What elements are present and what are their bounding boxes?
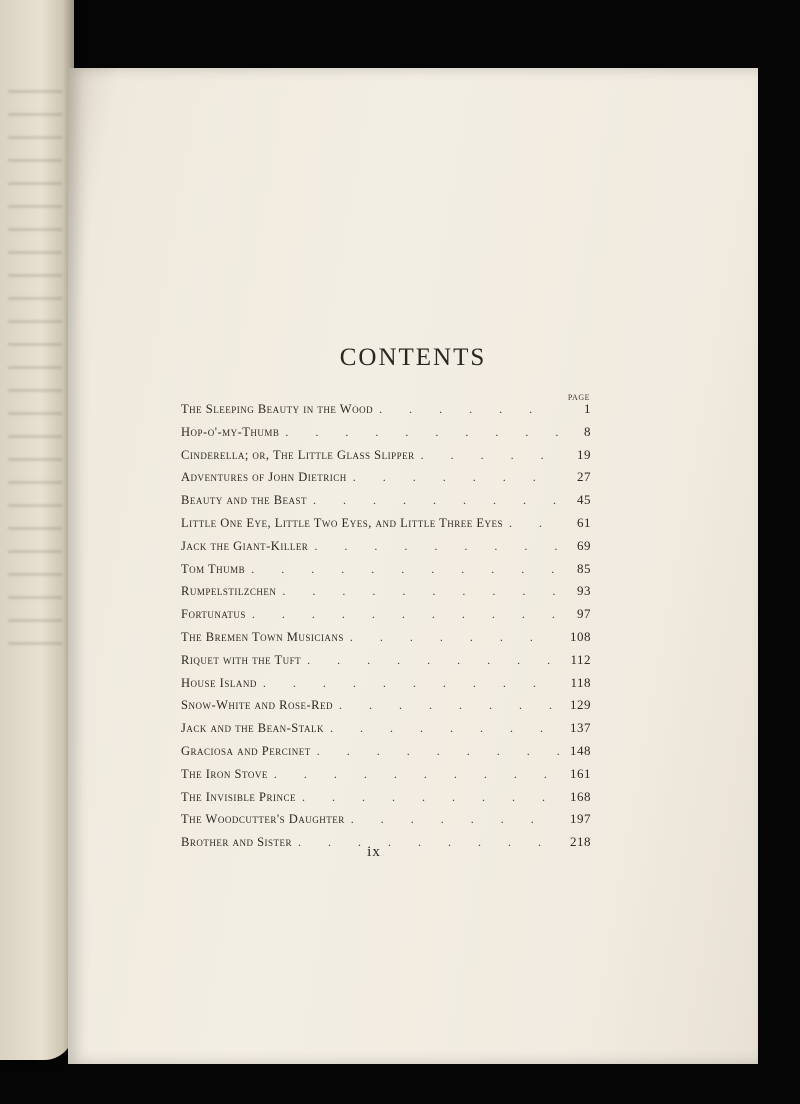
toc-entry	[181, 743, 591, 766]
toc-entry-page: 8	[584, 423, 591, 439]
toc-entry-page: 108	[570, 628, 591, 644]
show-through-text	[8, 70, 62, 650]
table-of-contents	[181, 401, 591, 857]
toc-entry-title: Riquet with the Tuft	[181, 652, 302, 667]
toc-entry-title: The Iron Stove	[181, 766, 268, 781]
toc-entry-page: 19	[577, 446, 591, 462]
toc-entry-title: Jack and the Bean-Stalk	[181, 721, 324, 736]
toc-entry	[181, 766, 591, 789]
toc-entry-title: Graciosa and Percinet	[181, 743, 311, 758]
toc-leader-dots	[421, 448, 559, 463]
toc-entry	[181, 811, 591, 834]
toc-entry-page: 161	[570, 765, 591, 781]
toc-entry-page: 93	[577, 583, 591, 599]
toc-entry-title: Hop-o'-my-Thumb	[181, 424, 280, 439]
toc-entry-page: 27	[577, 469, 591, 485]
toc-leader-dots	[330, 721, 559, 736]
toc-entry-page: 97	[577, 606, 591, 622]
toc-leader-dots	[302, 790, 559, 805]
contents-heading: CONTENTS	[339, 344, 487, 371]
toc-entry-page: 61	[577, 514, 591, 530]
toc-entry-title: Snow-White and Rose-Red	[181, 698, 333, 713]
toc-leader-dots	[263, 676, 559, 691]
toc-entry	[181, 447, 591, 470]
toc-entry-title: Cinderella; or, The Little Glass Slipper	[181, 447, 415, 462]
toc-leader-dots	[339, 698, 559, 713]
toc-entry	[181, 606, 591, 629]
toc-entry	[181, 675, 591, 698]
toc-leader-dots	[351, 812, 559, 827]
toc-entry-title: Little One Eye, Little Two Eyes, and Little Three Eyes	[181, 515, 503, 530]
toc-entry-title: Fortunatus	[181, 607, 246, 622]
toc-leader-dots	[350, 630, 559, 645]
page-column-label: PAGE	[567, 393, 590, 402]
toc-entry-page: 148	[570, 742, 591, 758]
toc-entry-title: House Island	[181, 675, 257, 690]
toc-entry-page: 129	[570, 697, 591, 713]
toc-entry-title: The Sleeping Beauty in the Wood	[181, 402, 374, 416]
toc-entry	[181, 629, 591, 652]
toc-entry-title: The Invisible Prince	[181, 789, 296, 804]
toc-entry-page: 1	[584, 401, 591, 416]
page-folio: ix	[367, 844, 381, 860]
toc-leader-dots	[317, 744, 559, 759]
toc-entry-title: Tom Thumb	[181, 561, 246, 576]
toc-leader-dots	[353, 470, 559, 485]
toc-entry-page: 69	[577, 537, 591, 553]
toc-entry	[181, 652, 591, 675]
toc-entry-title: The Woodcutter's Daughter	[181, 812, 345, 827]
toc-entry	[181, 469, 591, 492]
toc-leader-dots	[251, 562, 559, 577]
toc-leader-dots	[285, 425, 559, 440]
toc-entry	[181, 583, 591, 606]
toc-leader-dots	[314, 539, 559, 554]
toc-leader-dots	[379, 402, 559, 417]
toc-leader-dots	[509, 516, 559, 531]
toc-entry	[181, 720, 591, 743]
toc-entry-page: 137	[570, 720, 591, 736]
toc-entry-page: 218	[570, 834, 591, 850]
toc-entry-title: Jack the Giant-Killer	[181, 538, 309, 553]
toc-leader-dots	[274, 767, 559, 782]
toc-entry-page: 45	[577, 492, 591, 508]
toc-entry-page: 112	[570, 651, 591, 667]
toc-leader-dots	[252, 607, 559, 622]
toc-leader-dots	[282, 584, 559, 599]
toc-entry-page: 197	[570, 811, 591, 827]
toc-entry-page: 85	[577, 560, 591, 576]
toc-entry	[181, 424, 591, 447]
toc-entry-title: Rumpelstilzchen	[181, 584, 277, 599]
toc-leader-dots	[307, 653, 559, 668]
toc-leader-dots	[313, 493, 559, 508]
toc-entry-title: Beauty and the Beast	[181, 493, 308, 508]
toc-entry	[181, 401, 591, 424]
toc-entry	[181, 515, 591, 538]
toc-entry	[181, 538, 591, 561]
toc-entry-title: Brother and Sister	[181, 835, 293, 850]
toc-entry	[181, 789, 591, 812]
left-page-edge	[0, 0, 74, 1060]
toc-entry-title: Adventures of John Dietrich	[181, 470, 347, 485]
toc-entry-title: The Bremen Town Musicians	[181, 629, 344, 644]
toc-entry	[181, 492, 591, 515]
toc-entry	[181, 697, 591, 720]
toc-entry-page: 168	[570, 788, 591, 804]
book-page	[68, 68, 758, 1064]
toc-entry-page: 118	[570, 674, 591, 690]
toc-entry	[181, 561, 591, 584]
